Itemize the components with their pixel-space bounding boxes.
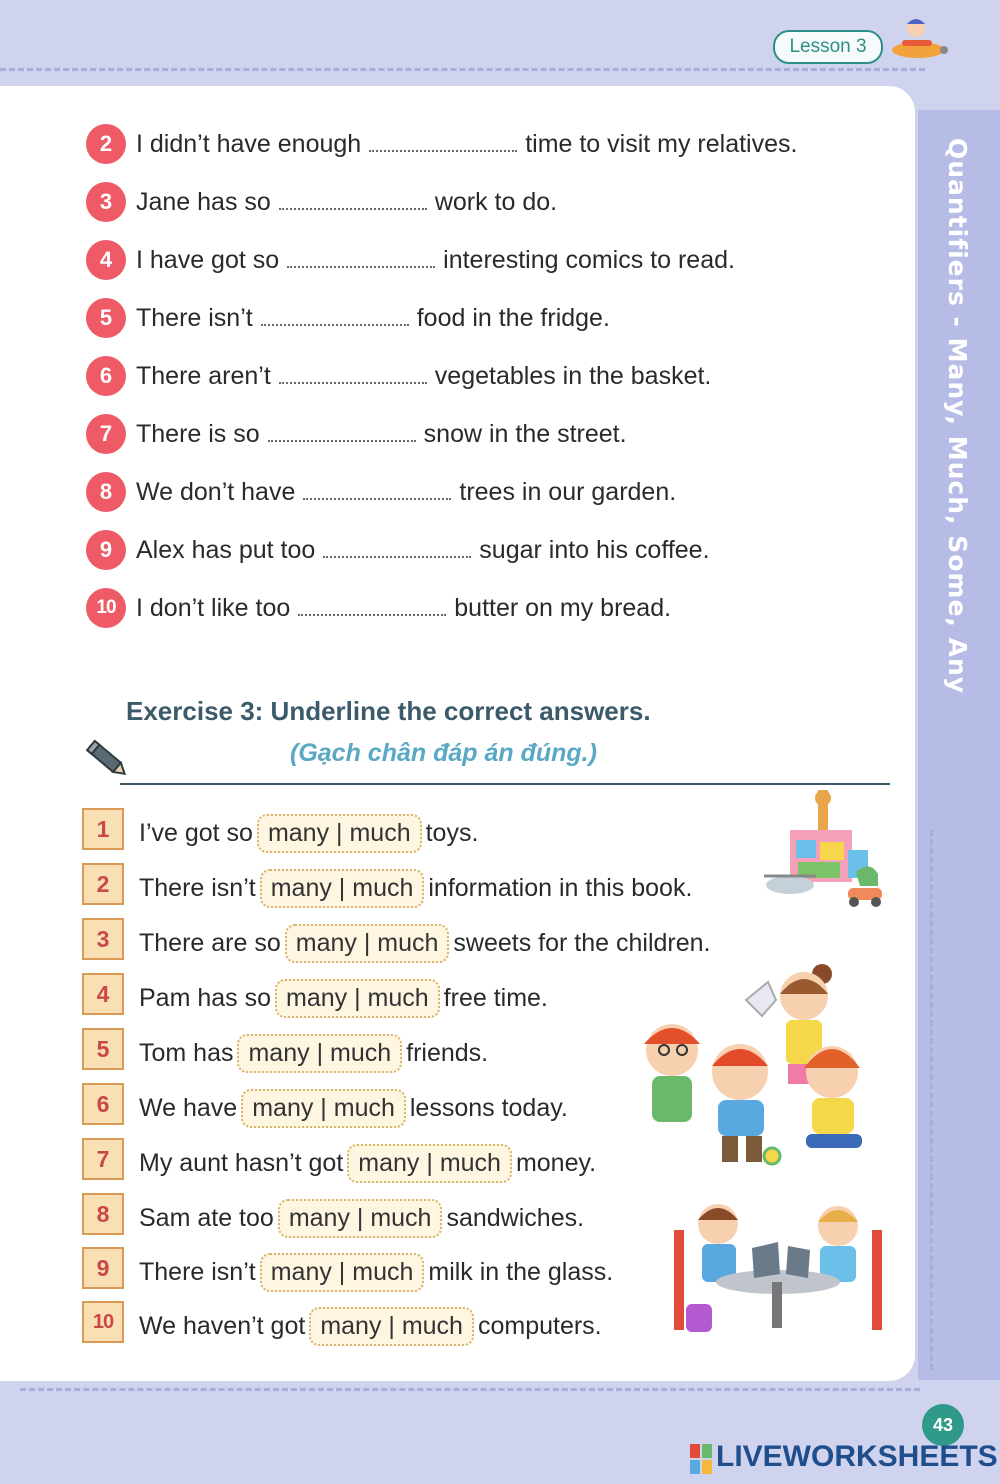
sentence-start: I have got so [136,246,280,274]
item-sentence [136,304,610,333]
exercise-subtitle: (Gạch chân đáp án đúng.) [290,739,597,767]
sentence-start: Alex has put too [136,536,316,564]
sentence-start: There aren’t [136,362,271,390]
item-number: 6 [86,356,126,396]
pencil-icon [82,736,132,782]
item-number: 10 [82,1301,124,1343]
item-sentence [136,478,676,507]
toys-illustration [760,790,890,910]
answer-choice[interactable]: many | much [260,869,425,908]
item-sentence [139,1144,596,1183]
answer-choice[interactable]: many | much [347,1144,512,1183]
sentence-end: vegetables in the basket. [434,362,712,390]
answer-choice[interactable]: many | much [237,1034,402,1073]
item-sentence [136,536,710,565]
item-number: 4 [82,973,124,1015]
lesson-tag: Lesson 3 [773,30,883,64]
sentence-start: We don’t have [136,478,296,506]
liveworksheets-logo-icon [690,1444,712,1474]
item-sentence [136,246,735,275]
item-number: 2 [86,124,126,164]
sentence-start: My aunt hasn’t got [139,1149,344,1177]
sentence-start: I’ve got so [139,819,253,847]
sentence-start: We have [139,1094,238,1122]
sentence-end: information in this book. [428,874,693,902]
answer-choice[interactable]: many | much [241,1089,406,1128]
chapter-title: Quantifiers - Many, Much, Some, Any [943,138,972,695]
children-computers-illustration [668,1200,888,1340]
sentence-end: sugar into his coffee. [479,536,710,564]
sentence-end: time to visit my relatives. [525,130,798,158]
sentence-start: There are so [139,929,281,957]
answer-blank[interactable] [279,190,427,210]
top-dashed-border [0,68,925,71]
exercise-title: Exercise 3: Underline the correct answers. [126,696,651,726]
item-number: 3 [86,182,126,222]
sentence-start: There isn’t [139,874,256,902]
bottom-dashed-border [20,1388,920,1391]
item-number: 7 [82,1138,124,1180]
sentence-end: free time. [443,984,548,1012]
item-number: 3 [82,918,124,960]
item-sentence [139,1307,602,1346]
answer-blank[interactable] [261,306,409,326]
item-number: 7 [86,414,126,454]
item-sentence [136,130,797,159]
item-sentence [136,188,557,217]
answer-choice[interactable]: many | much [309,1307,474,1346]
item-sentence [139,1089,568,1128]
item-sentence [139,1034,488,1073]
item-number: 5 [82,1028,124,1070]
sentence-end: butter on my bread. [454,594,672,622]
sentence-end: sandwiches. [446,1204,585,1232]
item-number: 9 [86,530,126,570]
item-sentence [136,362,711,391]
answer-blank[interactable] [369,132,517,152]
sentence-start: There isn’t [139,1258,256,1286]
page-number: 43 [922,1404,964,1446]
airplane-pilot-icon [880,10,950,70]
sentence-start: Pam has so [139,984,272,1012]
sentence-end: food in the fridge. [416,304,610,332]
answer-blank[interactable] [303,480,451,500]
sentence-end: computers. [477,1312,602,1340]
answer-blank[interactable] [298,596,446,616]
answer-blank[interactable] [323,538,471,558]
item-number: 9 [82,1247,124,1289]
sentence-end: milk in the glass. [428,1258,614,1286]
answer-choice[interactable]: many | much [260,1253,425,1292]
sentence-start: Tom has [139,1039,234,1067]
answer-choice[interactable]: many | much [257,814,422,853]
item-sentence [139,869,692,908]
title-underline [120,783,890,785]
children-playing-illustration [636,960,876,1180]
sentence-start: I didn’t have enough [136,130,362,158]
answer-choice[interactable]: many | much [278,1199,443,1238]
sentence-start: Sam ate too [139,1204,274,1232]
sentence-end: friends. [406,1039,489,1067]
item-sentence [139,814,478,853]
sentence-start: Jane has so [136,188,271,216]
answer-choice[interactable]: many | much [275,979,440,1018]
sidebar-dashed-border [930,830,933,1370]
sentence-end: snow in the street. [423,420,627,448]
answer-blank[interactable] [268,422,416,442]
item-number: 5 [86,298,126,338]
sentence-start: There isn’t [136,304,253,332]
item-number: 8 [82,1193,124,1235]
item-number: 10 [86,588,126,628]
item-sentence [139,924,710,963]
item-number: 1 [82,808,124,850]
item-sentence [139,1253,613,1292]
worksheet-page [0,86,915,1381]
sentence-end: toys. [425,819,479,847]
item-sentence [139,979,548,1018]
item-number: 6 [82,1083,124,1125]
sentence-end: lessons today. [409,1094,568,1122]
answer-choice[interactable]: many | much [285,924,450,963]
sentence-end: work to do. [434,188,558,216]
item-number: 8 [86,472,126,512]
item-sentence [139,1199,584,1238]
item-number: 4 [86,240,126,280]
item-sentence [136,594,671,623]
sentence-end: money. [515,1149,597,1177]
sentence-end: interesting comics to read. [443,246,735,274]
sentence-start: I don’t like too [136,594,291,622]
answer-blank[interactable] [279,364,427,384]
liveworksheets-watermark: LIVEWORKSHEETS [716,1440,998,1473]
item-number: 2 [82,863,124,905]
answer-blank[interactable] [287,248,435,268]
sentence-end: sweets for the children. [453,929,711,957]
sentence-start: We haven’t got [139,1312,306,1340]
sentence-start: There is so [136,420,260,448]
item-sentence [136,420,627,449]
sentence-end: trees in our garden. [459,478,677,506]
